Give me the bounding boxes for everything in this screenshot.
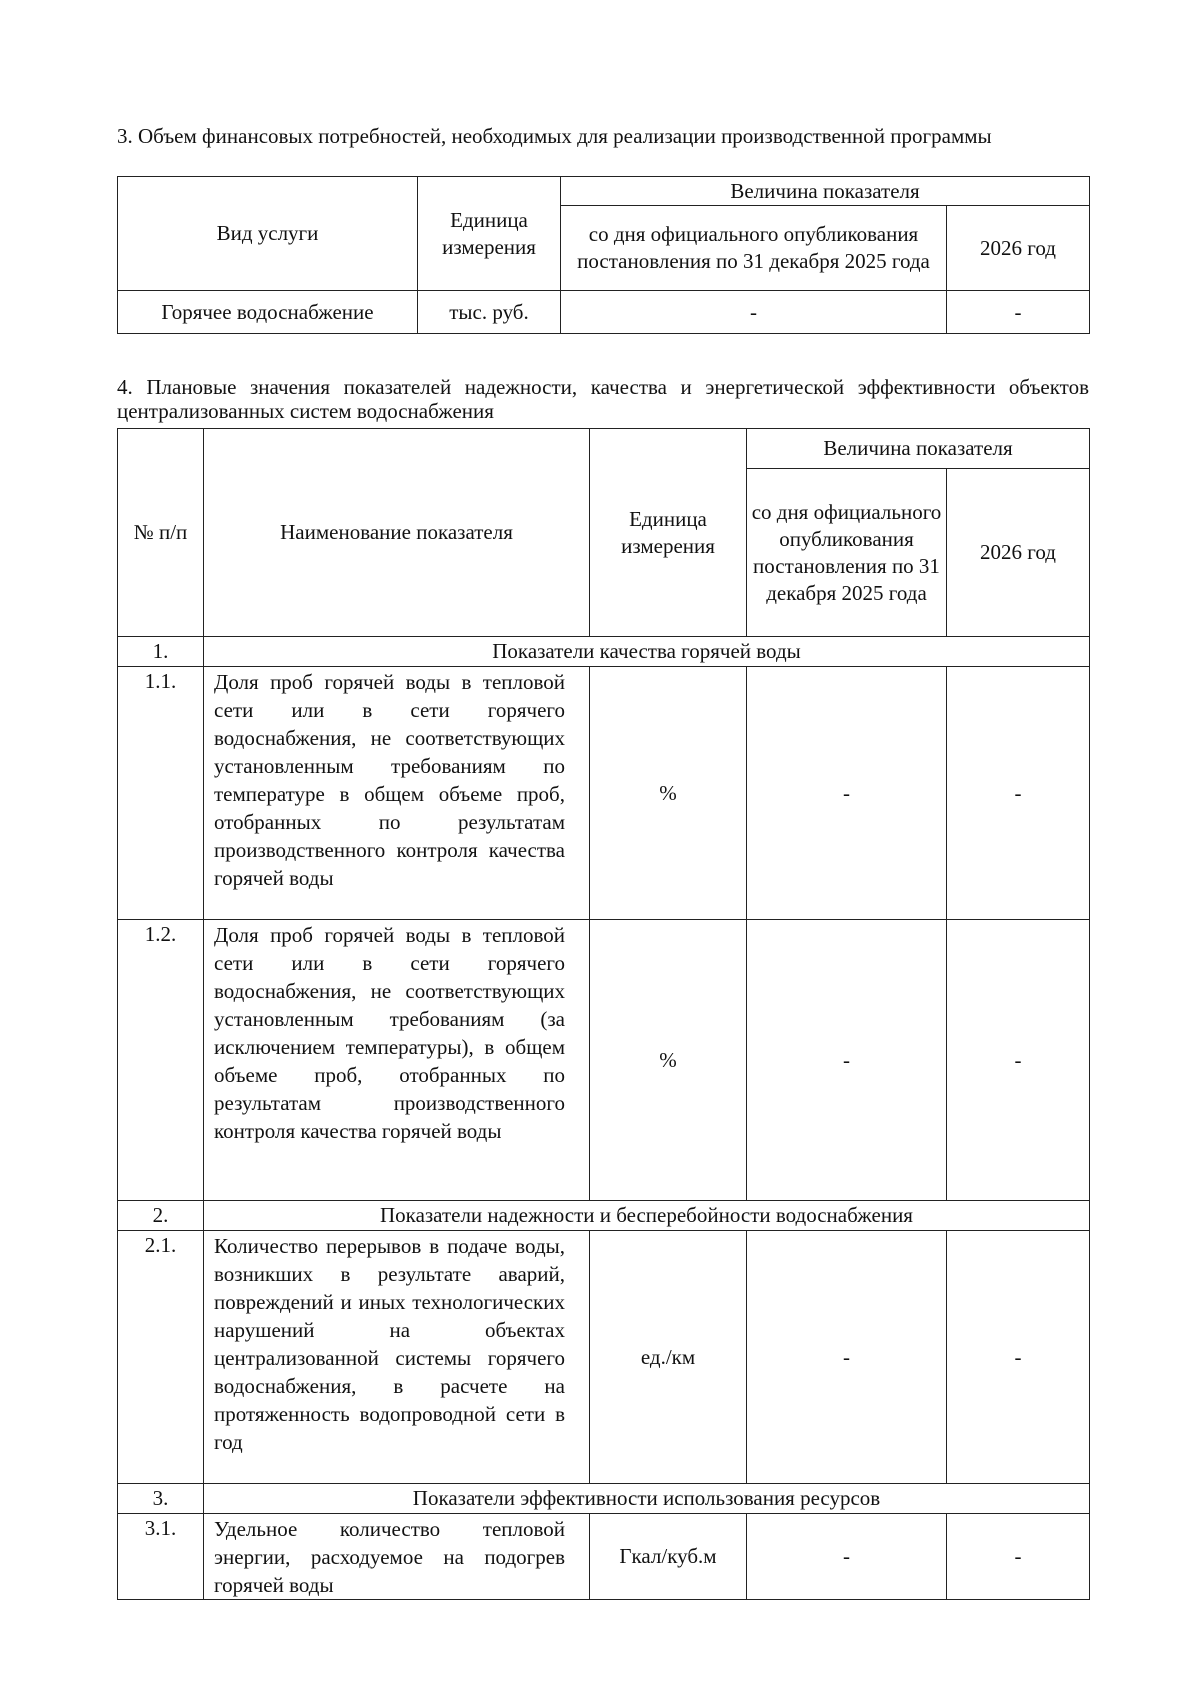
indicator-value-2026: - — [947, 920, 1090, 1201]
cell-unit: тыс. руб. — [418, 291, 561, 334]
cell-value-2025: - — [561, 291, 947, 334]
indicator-name: Доля проб горячей воды в тепловой сети или в сети горячего водоснабжения, не соответствующих установленным требованиям (за исключением температуры), в общем объеме проб, отобранных по результатам производственного контроля качества горячей воды — [204, 920, 590, 1201]
header-period-2026: 2026 год — [947, 469, 1090, 637]
header-num: № п/п — [118, 429, 204, 637]
cell-service: Горячее водоснабжение — [118, 291, 418, 334]
indicator-value-2025: - — [747, 920, 947, 1201]
indicator-unit: % — [590, 920, 747, 1201]
header-unit: Единица измерения — [590, 429, 747, 637]
table-row — [118, 1231, 1090, 1484]
group-num: 1. — [118, 637, 204, 667]
group-row — [118, 1484, 1090, 1514]
indicator-value-2025: - — [747, 1231, 947, 1484]
indicator-value-2025: - — [747, 667, 947, 920]
group-title: Показатели качества горячей воды — [204, 637, 1090, 667]
cell-value-2026: - — [947, 291, 1090, 334]
table-row — [118, 291, 1090, 334]
group-title: Показатели эффективности использования ресурсов — [204, 1484, 1090, 1514]
row-num: 1.2. — [118, 920, 204, 1201]
indicator-value-2026: - — [947, 1231, 1090, 1484]
financial-needs-table — [117, 176, 1090, 334]
group-num: 2. — [118, 1201, 204, 1231]
group-row — [118, 1201, 1090, 1231]
group-num: 3. — [118, 1484, 204, 1514]
indicator-unit: Гкал/куб.м — [590, 1514, 747, 1600]
indicator-name: Доля проб горячей воды в тепловой сети или в сети горячего водоснабжения, не соответствующих установленным требованиям по температуре в общем объеме проб, отобранных по результатам производственного контроля качества горячей воды — [204, 667, 590, 920]
row-num: 2.1. — [118, 1231, 204, 1484]
header-value-group: Величина показателя — [747, 429, 1090, 469]
header-period-2025: со дня официального опубликования постановления по 31 декабря 2025 года — [561, 206, 947, 291]
indicator-unit: % — [590, 667, 747, 920]
indicator-value-2026: - — [947, 1514, 1090, 1600]
table-row — [118, 1514, 1090, 1600]
header-service: Вид услуги — [118, 177, 418, 291]
group-row — [118, 637, 1090, 667]
row-num: 1.1. — [118, 667, 204, 920]
section3-title: 3. Объем финансовых потребностей, необходимых для реализации производственной программы — [117, 124, 992, 148]
indicator-value-2026: - — [947, 667, 1090, 920]
indicator-unit: ед./км — [590, 1231, 747, 1484]
header-period-2025: со дня официального опубликования постановления по 31 декабря 2025 года — [747, 469, 947, 637]
indicators-table — [117, 428, 1090, 1600]
header-period-2026: 2026 год — [947, 206, 1090, 291]
header-unit: Единица измерения — [418, 177, 561, 291]
table-row — [118, 667, 1090, 920]
indicator-name: Количество перерывов в подаче воды, возникших в результате аварий, повреждений и иных технологических нарушений на объектах централизованной системы горячего водоснабжения, в расчете на протяженность водопроводной сети в год — [204, 1231, 590, 1484]
table-row — [118, 920, 1090, 1201]
section4-title: 4. Плановые значения показателей надежности, качества и энергетической эффективности объектов централизованных систем водоснабжения — [117, 375, 1089, 423]
header-name: Наименование показателя — [204, 429, 590, 637]
indicator-value-2025: - — [747, 1514, 947, 1600]
group-title: Показатели надежности и бесперебойности водоснабжения — [204, 1201, 1090, 1231]
header-value-group: Величина показателя — [561, 177, 1090, 206]
row-num: 3.1. — [118, 1514, 204, 1600]
indicator-name: Удельное количество тепловой энергии, расходуемое на подогрев горячей воды — [204, 1514, 590, 1600]
